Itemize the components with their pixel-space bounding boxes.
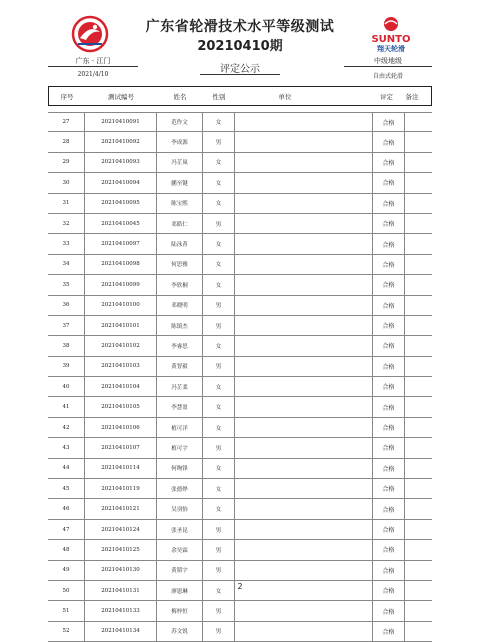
cell-spacer (334, 561, 372, 580)
cell-spacer (334, 132, 372, 151)
cell-unit (234, 357, 334, 376)
cell-result: 合格 (372, 214, 404, 233)
cell-sex: 女 (202, 581, 234, 600)
cell-note (404, 255, 432, 274)
cell-unit (234, 214, 334, 233)
cell-test-id: 20210410101 (84, 316, 156, 335)
cell-sex: 女 (202, 194, 234, 213)
cell-spacer (334, 194, 372, 213)
cell-unit (234, 296, 334, 315)
cell-spacer (334, 357, 372, 376)
table-row (48, 234, 432, 254)
cell-note (404, 173, 432, 192)
cell-sex: 女 (202, 459, 234, 478)
cell-no: 44 (62, 465, 70, 472)
cell-result: 合格 (372, 601, 404, 620)
cell-test-id: 20210410093 (84, 153, 156, 172)
cell-name: 何思雅 (156, 255, 202, 274)
cell-spacer (334, 499, 372, 518)
cell-result: 合格 (372, 397, 404, 416)
cell-sex: 女 (202, 234, 234, 253)
col-header-unit: 单位 (278, 92, 292, 101)
cell-no: 27 (62, 119, 70, 126)
subtitle-underline (200, 74, 280, 75)
cell-unit (234, 540, 334, 559)
cell-result: 合格 (372, 234, 404, 253)
cell-result: 合格 (372, 357, 404, 376)
location-underline (48, 66, 138, 67)
level-underline (344, 66, 432, 67)
cell-name: 李欣桐 (156, 275, 202, 294)
cell-name: 梅梓恒 (156, 601, 202, 620)
cell-spacer (334, 601, 372, 620)
cell-name: 陈镇杰 (156, 316, 202, 335)
cell-sex: 男 (202, 438, 234, 457)
cell-unit (234, 499, 334, 518)
cell-unit (234, 113, 334, 131)
test-date: 2021/4/10 (77, 71, 109, 78)
skate-style: 自由式轮滑 (372, 73, 403, 80)
cell-result: 合格 (372, 581, 404, 600)
cell-result: 合格 (372, 622, 404, 641)
cell-note (404, 561, 432, 580)
cell-note (404, 418, 432, 437)
cell-test-id: 20210410091 (84, 113, 156, 131)
cell-name: 吴羽怡 (156, 499, 202, 518)
table-row (48, 357, 432, 377)
title-line-2: 20210410期 (197, 39, 283, 54)
cell-spacer (334, 316, 372, 335)
cell-result: 合格 (372, 438, 404, 457)
cell-spacer (334, 520, 372, 539)
cell-no: 41 (62, 404, 70, 411)
table-row (48, 255, 432, 275)
cell-note (404, 153, 432, 172)
cell-sex: 男 (202, 540, 234, 559)
cell-test-id: 20210410102 (84, 336, 156, 355)
cell-no: 36 (62, 302, 70, 309)
cell-sex: 女 (202, 153, 234, 172)
table-row (48, 377, 432, 397)
results-table (48, 112, 432, 642)
cell-name: 何绚锋 (156, 459, 202, 478)
cell-name: 廖恩琳 (156, 581, 202, 600)
cell-test-id: 20210410105 (84, 397, 156, 416)
cell-spacer (334, 397, 372, 416)
right-logo-text: SUNTO (371, 34, 411, 45)
cell-note (404, 296, 432, 315)
cell-name: 邓晓明 (156, 296, 202, 315)
col-header-note: 备注 (405, 92, 419, 101)
cell-note (404, 601, 432, 620)
cell-spacer (334, 459, 372, 478)
cell-name: 邓皓仁 (156, 214, 202, 233)
cell-sex: 女 (202, 397, 234, 416)
cell-unit (234, 255, 334, 274)
cell-spacer (334, 296, 372, 315)
cell-unit (234, 479, 334, 498)
cell-test-id: 20210410133 (84, 601, 156, 620)
association-logo-icon (68, 14, 112, 54)
table-row (48, 296, 432, 316)
cell-test-id: 20210410094 (84, 173, 156, 192)
cell-name: 陆泳菁 (156, 234, 202, 253)
cell-name: 陈宝熙 (156, 194, 202, 213)
cell-no: 35 (62, 281, 70, 288)
table-row (48, 479, 432, 499)
cell-name: 植可宇 (156, 438, 202, 457)
cell-spacer (334, 153, 372, 172)
cell-unit (234, 194, 334, 213)
cell-spacer (334, 275, 372, 294)
table-row (48, 214, 432, 234)
cell-sex: 男 (202, 132, 234, 151)
cell-note (404, 234, 432, 253)
table-row (48, 561, 432, 581)
cell-spacer (334, 214, 372, 233)
table-row (48, 397, 432, 417)
cell-no: 48 (62, 546, 70, 553)
cell-no: 31 (62, 200, 70, 207)
table-row (48, 622, 432, 642)
cell-unit (234, 561, 334, 580)
cell-spacer (334, 377, 372, 396)
cell-name: 苏文锐 (156, 622, 202, 641)
table-row (48, 173, 432, 193)
cell-name: 李成源 (156, 132, 202, 151)
cell-spacer (334, 255, 372, 274)
cell-result: 合格 (372, 418, 404, 437)
cell-note (404, 113, 432, 131)
cell-name: 余昊霖 (156, 540, 202, 559)
col-header-no: 序号 (60, 92, 74, 101)
cell-result: 合格 (372, 296, 404, 315)
cell-name: 冯芷岚 (156, 153, 202, 172)
cell-name: 张德烨 (156, 479, 202, 498)
table-row (48, 540, 432, 560)
cell-no: 43 (62, 444, 70, 451)
cell-sex: 女 (202, 173, 234, 192)
cell-unit (234, 336, 334, 355)
cell-test-id: 20210410131 (84, 581, 156, 600)
cell-name: 范作文 (156, 113, 202, 131)
cell-unit (234, 153, 334, 172)
cell-no: 38 (62, 342, 70, 349)
cell-spacer (334, 438, 372, 457)
cell-note (404, 459, 432, 478)
cell-sex: 女 (202, 255, 234, 274)
cell-unit (234, 601, 334, 620)
cell-test-id: 20210410095 (84, 194, 156, 213)
cell-sex: 男 (202, 214, 234, 233)
cell-sex: 女 (202, 479, 234, 498)
cell-no: 49 (62, 567, 70, 574)
col-header-sex: 性别 (212, 92, 226, 101)
cell-no: 30 (62, 179, 70, 186)
cell-name: 李睿思 (156, 336, 202, 355)
cell-spacer (334, 336, 372, 355)
cell-result: 合格 (372, 275, 404, 294)
cell-result: 合格 (372, 255, 404, 274)
cell-unit (234, 622, 334, 641)
cell-sex: 女 (202, 336, 234, 355)
cell-spacer (334, 113, 372, 131)
cell-note (404, 622, 432, 641)
cell-test-id: 20210410121 (84, 499, 156, 518)
cell-test-id: 20210410119 (84, 479, 156, 498)
page-number: 2 (237, 582, 243, 591)
cell-sex: 男 (202, 296, 234, 315)
cell-note (404, 520, 432, 539)
cell-spacer (334, 173, 372, 192)
table-row (48, 132, 432, 152)
cell-name: 黄韬宇 (156, 561, 202, 580)
table-row (48, 336, 432, 356)
col-header-id: 测试编号 (108, 92, 134, 101)
cell-no: 39 (62, 363, 70, 370)
table-row (48, 499, 432, 519)
cell-sex: 男 (202, 561, 234, 580)
cell-no: 51 (62, 608, 70, 615)
cell-result: 合格 (372, 194, 404, 213)
cell-note (404, 357, 432, 376)
cell-unit (234, 173, 334, 192)
cell-spacer (334, 622, 372, 641)
cell-result: 合格 (372, 479, 404, 498)
cell-test-id: 20210410097 (84, 234, 156, 253)
cell-sex: 女 (202, 499, 234, 518)
table-row (48, 459, 432, 479)
cell-test-id: 20210410104 (84, 377, 156, 396)
cell-test-id: 20210410124 (84, 520, 156, 539)
cell-test-id: 20210410098 (84, 255, 156, 274)
cell-note (404, 499, 432, 518)
cell-test-id: 20210410125 (84, 540, 156, 559)
cell-sex: 女 (202, 275, 234, 294)
cell-result: 合格 (372, 336, 404, 355)
cell-unit (234, 316, 334, 335)
subtitle: 评定公示 (220, 64, 260, 75)
cell-result: 合格 (372, 316, 404, 335)
cell-note (404, 336, 432, 355)
cell-unit (234, 234, 334, 253)
cell-name: 张圣昆 (156, 520, 202, 539)
cell-no: 40 (62, 383, 70, 390)
cell-unit (234, 397, 334, 416)
cell-note (404, 540, 432, 559)
cell-sex: 女 (202, 418, 234, 437)
cell-spacer (334, 479, 372, 498)
cell-note (404, 214, 432, 233)
cell-no: 28 (62, 139, 70, 146)
cell-name: 李慧盈 (156, 397, 202, 416)
cell-no: 34 (62, 261, 70, 268)
cell-test-id: 20210410099 (84, 275, 156, 294)
cell-result: 合格 (372, 132, 404, 151)
cell-note (404, 132, 432, 151)
col-header-result: 评定 (380, 92, 393, 101)
cell-test-id: 20210410130 (84, 561, 156, 580)
table-row (48, 438, 432, 458)
table-row (48, 520, 432, 540)
cell-no: 50 (62, 587, 70, 594)
cell-no: 37 (62, 322, 70, 329)
cell-result: 合格 (372, 113, 404, 131)
cell-result: 合格 (372, 459, 404, 478)
table-row (48, 275, 432, 295)
cell-sex: 男 (202, 357, 234, 376)
cell-sex: 男 (202, 316, 234, 335)
cell-test-id: 20210410106 (84, 418, 156, 437)
cell-test-id: 20210410103 (84, 357, 156, 376)
cell-result: 合格 (372, 499, 404, 518)
cell-unit (234, 275, 334, 294)
cell-no: 52 (62, 628, 70, 635)
cell-test-id: 20210410107 (84, 438, 156, 457)
cell-test-id: 20210410114 (84, 459, 156, 478)
col-header-name: 姓名 (173, 92, 187, 101)
cell-unit (234, 377, 334, 396)
cell-note (404, 316, 432, 335)
cell-unit (234, 459, 334, 478)
cell-no: 29 (62, 159, 70, 166)
cell-note (404, 397, 432, 416)
cell-result: 合格 (372, 540, 404, 559)
cell-result: 合格 (372, 173, 404, 192)
cell-name: 鹏至键 (156, 173, 202, 192)
table-row (48, 194, 432, 214)
table-row (48, 316, 432, 336)
cell-test-id: 20210410045 (84, 214, 156, 233)
cell-sex: 男 (202, 622, 234, 641)
cell-spacer (334, 418, 372, 437)
sunto-logo-icon (366, 14, 416, 54)
cell-unit (234, 438, 334, 457)
cell-name: 植可洋 (156, 418, 202, 437)
cell-no: 32 (62, 220, 70, 227)
cell-test-id: 20210410134 (84, 622, 156, 641)
cell-sex: 男 (202, 520, 234, 539)
cell-name: 黄智毅 (156, 357, 202, 376)
cell-no: 45 (62, 485, 70, 492)
cell-unit (234, 418, 334, 437)
title-line-1: 广东省轮滑技术水平等级测试 (145, 19, 335, 35)
table-header (48, 86, 432, 106)
cell-no: 42 (62, 424, 70, 431)
cell-sex: 女 (202, 377, 234, 396)
table-row (48, 153, 432, 173)
cell-sex: 女 (202, 113, 234, 131)
cell-result: 合格 (372, 520, 404, 539)
cell-result: 合格 (372, 561, 404, 580)
level: 中级地级 (374, 57, 402, 65)
table-row (48, 112, 432, 132)
cell-no: 33 (62, 241, 70, 248)
cell-spacer (334, 540, 372, 559)
cell-no: 47 (62, 526, 70, 533)
right-logo-subtext: 翔天轮滑 (377, 45, 405, 53)
cell-note (404, 438, 432, 457)
cell-unit (234, 520, 334, 539)
cell-name: 冯芷柔 (156, 377, 202, 396)
cell-unit (234, 132, 334, 151)
table-row (48, 601, 432, 621)
cell-sex: 男 (202, 601, 234, 620)
table-row (48, 418, 432, 438)
cell-note (404, 377, 432, 396)
cell-note (404, 275, 432, 294)
cell-test-id: 20210410092 (84, 132, 156, 151)
cell-test-id: 20210410100 (84, 296, 156, 315)
location: 广东 · 江门 (75, 57, 111, 65)
cell-note (404, 479, 432, 498)
cell-result: 合格 (372, 153, 404, 172)
cell-no: 46 (62, 506, 70, 513)
cell-result: 合格 (372, 377, 404, 396)
cell-note (404, 194, 432, 213)
cell-spacer (334, 234, 372, 253)
